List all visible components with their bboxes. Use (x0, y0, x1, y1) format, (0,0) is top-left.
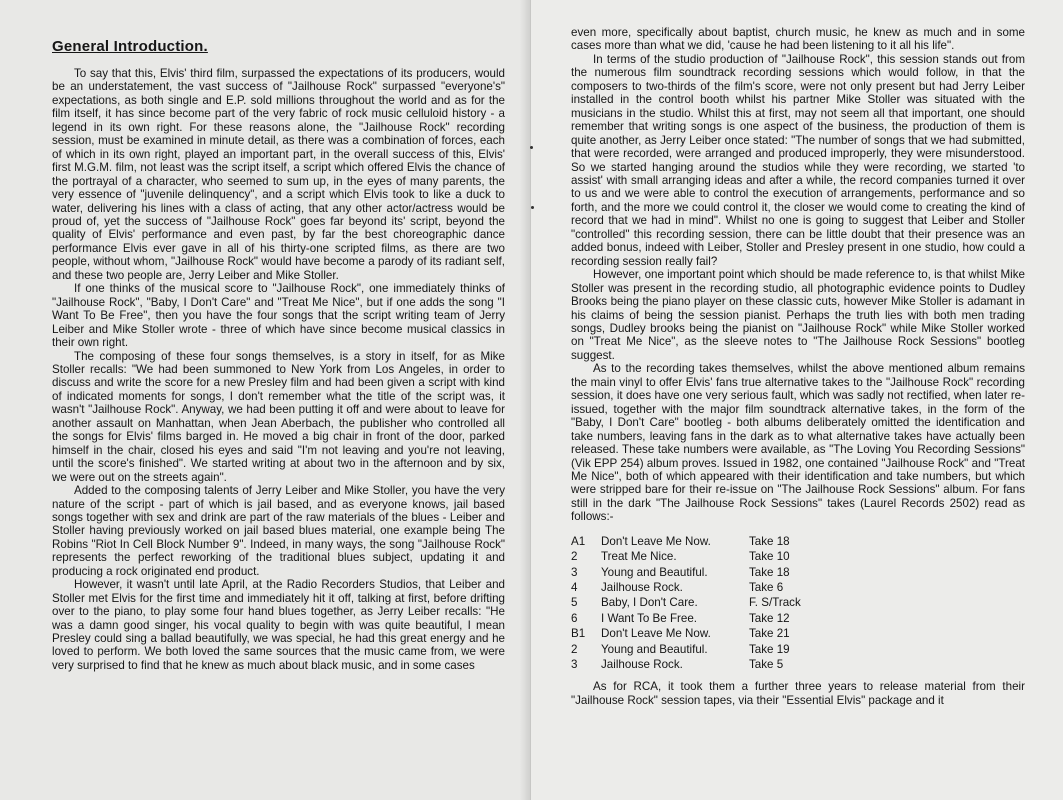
take-title: Jailhouse Rock. (601, 658, 683, 672)
paragraph: As to the recording takes themselves, whilst the above mentioned album remains the main vinyl to offer Elvis' fans true alternative takes to the "Jailhouse Rock" recording session, it does have one very serious fault, which was sadly not rectified, when later re-issued, together with the major film soundtrack alternative takes, in the form of the "Baby, I Don't Care" bootleg - both albums deliberately omitted the identification and take numbers, leaving fans in the dark as to what alternative takes have actually been released. These take numbers were available, as "The Loving You Recording Sessions" (Vik EPP 254) album proves. Issued in 1982, one contained "Jailhouse Rock" and "Treat Me Nice", both of which appeared with their identification and take numbers, but which were stripped bare for their re-issue on "The Jailhouse Rock Sessions" album. For fans still in the dark "The Jailhouse Rock Sessions" takes (Laurel Records 2502) read as follows:- (571, 362, 1025, 524)
right-page (531, 0, 1063, 800)
take-side: 3 (571, 658, 578, 672)
take-title: Young and Beautiful. (601, 565, 708, 579)
right-body-text-bottom (571, 680, 1025, 707)
take-number: Take 10 (749, 550, 790, 564)
take-number: Take 18 (749, 565, 790, 579)
paragraph: If one thinks of the musical score to "Jailhouse Rock", one immediately thinks of "Jailhouse Rock", "Baby, I Don't Care" and "Treat Me Nice", but if one adds the song "I Want To Be Free", then you have the four songs that the script writing team of Jerry Leiber and Mike Stoller wrote - three of which have since become musical classics in their own right. (52, 282, 505, 350)
take-title: Treat Me Nice. (601, 550, 677, 564)
list-item (571, 657, 1025, 672)
left-body-text (52, 67, 505, 672)
take-side: 5 (571, 596, 578, 610)
list-item (571, 642, 1025, 657)
take-title: Young and Beautiful. (601, 642, 708, 656)
take-side: 4 (571, 580, 578, 594)
list-item (571, 534, 1025, 549)
right-body-text (571, 26, 1025, 524)
paragraph: As for RCA, it took them a further three years to release material from their "Jailhouse Rock" session tapes, via their "Essential Elvis" package and it (571, 680, 1025, 707)
take-number: F. S/Track (749, 596, 801, 610)
paragraph: even more, specifically about baptist, church music, he knew as much and in some cases more than what we did, 'cause he had been listening to it all his life". (571, 26, 1025, 53)
takes-list (571, 534, 1025, 673)
paragraph: Added to the composing talents of Jerry Leiber and Mike Stoller, you have the very nature of the script - part of which is jail based, and as everyone knows, jail based songs together with sex and drink are part of the raw materials of the blues - Leiber and Stoller having previously worked on jail based blues material, one example being The Robins "Riot In Cell Block Number 9". Indeed, in many ways, the song "Jailhouse Rock" represents the perfect reworking of the traditional blues subject, updating it and producing a rock originated end product. (52, 484, 505, 578)
print-speck (530, 146, 533, 149)
take-title: Baby, I Don't Care. (601, 596, 698, 610)
take-number: Take 12 (749, 611, 790, 625)
paragraph: However, it wasn't until late April, at the Radio Recorders Studios, that Leiber and Stoller met Elvis for the first time and immediately hit it off, talking at first, before drifting over to the piano, to play some four hand blues together, as Jerry Leiber recalls: "He was a damn good singer, his vocal quality to begin with was quite beautiful, I mean Presley could sing a ballad beautifully, we was special, he had this great energy and he loved to perform. We both loved the same sources that the music came from, we were very surprised to find that he knew as much about black music, and in some cases (52, 578, 505, 672)
take-side: 2 (571, 642, 578, 656)
take-number: Take 19 (749, 642, 790, 656)
take-side: B1 (571, 627, 586, 641)
take-title: Don't Leave Me Now. (601, 534, 711, 548)
paragraph: However, one important point which should be made reference to, is that whilst Mike Stoller was present in the recording studio, all photographic evidence points to Dudley Brooks being the piano player on these classic cuts, however Mike Stoller is adamant in his claims of being the session pianist. Perhaps the truth lies with both men trading songs, Dudley brooks being the pianist on "Jailhouse Rock" while Mike Stoller worked on "Treat Me Nice", as the sleeve notes to "The Jailhouse Rock Sessions" bootleg suggest. (571, 268, 1025, 362)
take-side: 3 (571, 565, 578, 579)
page-title: General Introduction. (52, 38, 208, 55)
take-side: 2 (571, 550, 578, 564)
take-number: Take 6 (749, 580, 784, 594)
take-side: A1 (571, 534, 586, 548)
take-number: Take 18 (749, 534, 790, 548)
take-side: 6 (571, 611, 578, 625)
list-item (571, 611, 1025, 626)
paragraph: The composing of these four songs themselves, is a story in itself, for as Mike Stoller recalls: "We had been summoned to New York from Los Angeles, in order to discuss and write the score for a new Presley film and had been given a script with kind of indicated moments for songs, I don't remember what the title of the script was, it wasn't "Jailhouse Rock". Anyway, we had been putting it off and were about to leave for another assault on Manhattan, when Jean Aberbach, the publisher who controlled all the songs for Elvis' films barged in. He moved a big chair in front of the door, parked himself in the chair, closed his eyes and said "I'm not leaving and you're not leaving, until the score's finished". We started writing at about two in the afternoon and by six, we were out on the streets again". (52, 349, 505, 484)
print-speck (531, 206, 534, 209)
left-page (0, 0, 531, 800)
paragraph: To say that this, Elvis' third film, surpassed the expectations of its producers, would be an understatement, the vast success of "Jailhouse Rock" surpassed "everyone's" expectations, as both single and E.P. sold millions throughout the world and as for the film itself, it has since become part of the very fabric of rock music celluloid history - a legend in its own right. For these reasons alone, the "Jailhouse Rock" recording session, must be examined in minute detail, as there was a combination of forces, each of which in its own right, played an important part, in the overall success of this, Elvis' first M.G.M. film, not least was the script itself, a script which offered Elvis the chance of the portrayal of a character, who seemed to sum up, in the eyes of many parents, the very essence of "juvenile delinquency", and a script which Elvis took to like a duck to water, delivering his lines with a class of acting, that any other actor/actress would be proud of, yet the success of "Jailhouse Rock" goes far beyond its' script, beyond the quality of Elvis' performance and even past, by far the best choreographic dance performance Elvis ever gave in all of his thirty-one scripted films, as there are two people, without whom, "Jailhouse Rock" would have become a parody of its radiant self, and these two people are, Jerry Leiber and Mike Stoller. (52, 67, 505, 282)
take-title: I Want To Be Free. (601, 611, 698, 625)
list-item (571, 595, 1025, 610)
list-item (571, 580, 1025, 595)
take-number: Take 5 (749, 658, 784, 672)
take-title: Jailhouse Rock. (601, 580, 683, 594)
take-number: Take 21 (749, 627, 790, 641)
list-item (571, 565, 1025, 580)
list-item (571, 626, 1025, 641)
paragraph: In terms of the studio production of "Jailhouse Rock", this session stands out from the numerous film soundtrack recording sessions which would follow, in that the composers to two-thirds of the film's score, were not only present but had Jerry Leiber installed in the control booth whilst his partner Mike Stoller was situated with the musicians in the studio. Whilst this at first, may not seem all that important, one should remember that writing songs is one aspect of the business, the production of them is quite another, as Jerry Leiber once stated: "The number of songs that we had submitted, that were recorded, were arranged and produced improperly, they were misunderstood. So we started hanging around the studios while they were recording, we started 'to assist' with small arranging ideas and after a while, the record companies turned it over to us and we were able to control the execution of arrangements, performance and so forth, and the more we could control it, the closer we would come to creating the kind of record that we had in mind". Whilst no one is going to suggest that Leiber and Stoller "controlled" this recording session, there can be little doubt that their presence was an added bonus, indeed with Leiber, Stoller and Presley present in one studio, how could a recording session really fail? (571, 52, 1025, 268)
list-item (571, 549, 1025, 564)
take-title: Don't Leave Me Now. (601, 627, 711, 641)
